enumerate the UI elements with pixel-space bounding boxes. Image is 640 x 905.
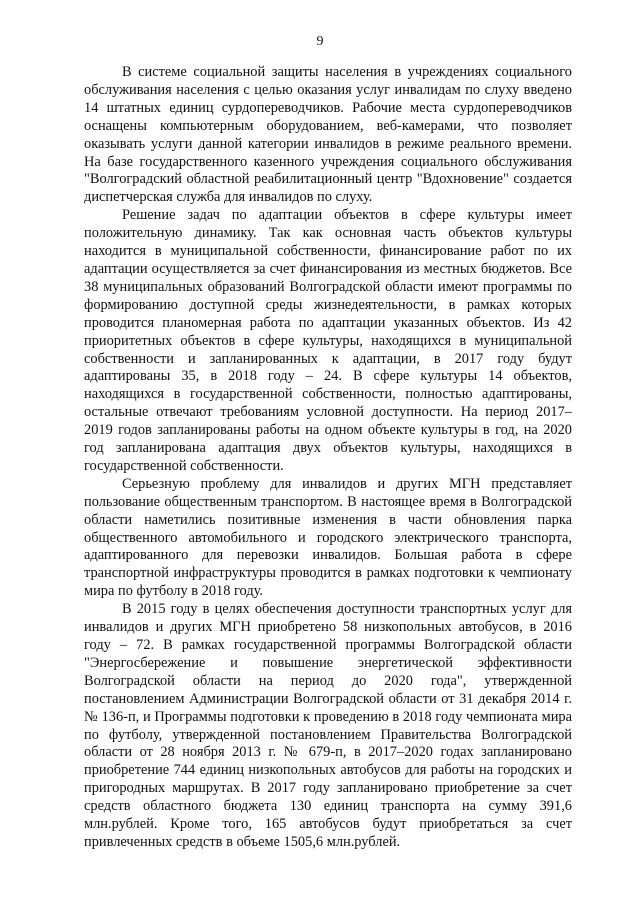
paragraph-public-transport: Серьезную проблему для инвалидов и других МГН представляет пользование общественным транспортом. В настоящее время в Волгоградской области наметились позитивные изменения в части обновления парка общественного автомобильного и городского электрического транспорта, адаптированного для перевозки инвалидов. Большая работа в сфере транспортной инфраструктуры проводится в рамках подготовки к чемпионату мира по футболу в 2018 году.	[84, 475, 572, 600]
paragraph-sign-language-interpreters: В системе социальной защиты населения в учреждениях социального обслуживания населения с целью оказания услуг инвалидам по слуху введено 14 штатных единиц сурдопереводчиков. Рабочие места сурдопереводчиков оснащены компьютерным оборудованием, веб-камерами, что позволяет оказывать услуги данной категории инвалидов в режиме реального времени. На базе государственного казенного учреждения социального обслуживания "Волгоградский областной реабилитационный центр "Вдохновение" создается диспетчерская служба для инвалидов по слуху.	[84, 64, 572, 206]
paragraph-culture-objects: Решение задач по адаптации объектов в сфере культуры имеет положительную динамику. Так как основная часть объектов культуры находится в муниципальной собственности, финансирование работ по их адаптации осуществляется за счет финансирования из местных бюджетов. Все 38 муниципальных образований Волгоградской области имеют программы по формированию доступной среды жизнедеятельности, в рамках которых проводится планомерная работа по адаптации указанных объектов. Из 42 приоритетных объектов в сфере культуры, находящихся в муниципальной собственности и запланированных к адаптации, в 2017 году будут адаптированы 35, в 2018 году – 24. В сфере культуры 14 объектов, находящихся в государственной собственности, полностью адаптированы, остальные отвечают требованиям условной доступности. На период 2017–2019 годов запланированы работы на одном объекте культуры в год, на 2020 год запланирована адаптация двух объектов культуры, находящихся в государственной собственности.	[84, 207, 572, 474]
paragraph-low-floor-buses: В 2015 году в целях обеспечения доступности транспортных услуг для инвалидов и других МГН приобретено 58 низкопольных автобусов, в 2016 году – 72. В рамках государственной программы Волгоградской области "Энергосбережение и повышение энергетической эффективности Волгоградской области на период до 2020 года", утвержденной постановлением Администрации Волгоградской области от 31 декабря 2014 г. № 136-п, и Программы подготовки к проведению в 2018 году чемпионата мира по футболу, утвержденной постановлением Правительства Волгоградской области от 28 ноября 2013 г. № 679-п, в 2017–2020 годах запланировано приобретение 744 единиц низкопольных автобусов для работы на городских и пригородных маршрутах. В 2017 году запланировано приобретение за счет средств областного бюджета 130 единиц транспорта на сумму 391,6 млн.рублей. Кроме того, 165 автобусов будут приобретаться за счет привлеченных средств в объеме 1505,6 млн.рублей.	[84, 601, 572, 850]
body-text	[84, 64, 572, 852]
page-number: 9	[316, 34, 324, 49]
